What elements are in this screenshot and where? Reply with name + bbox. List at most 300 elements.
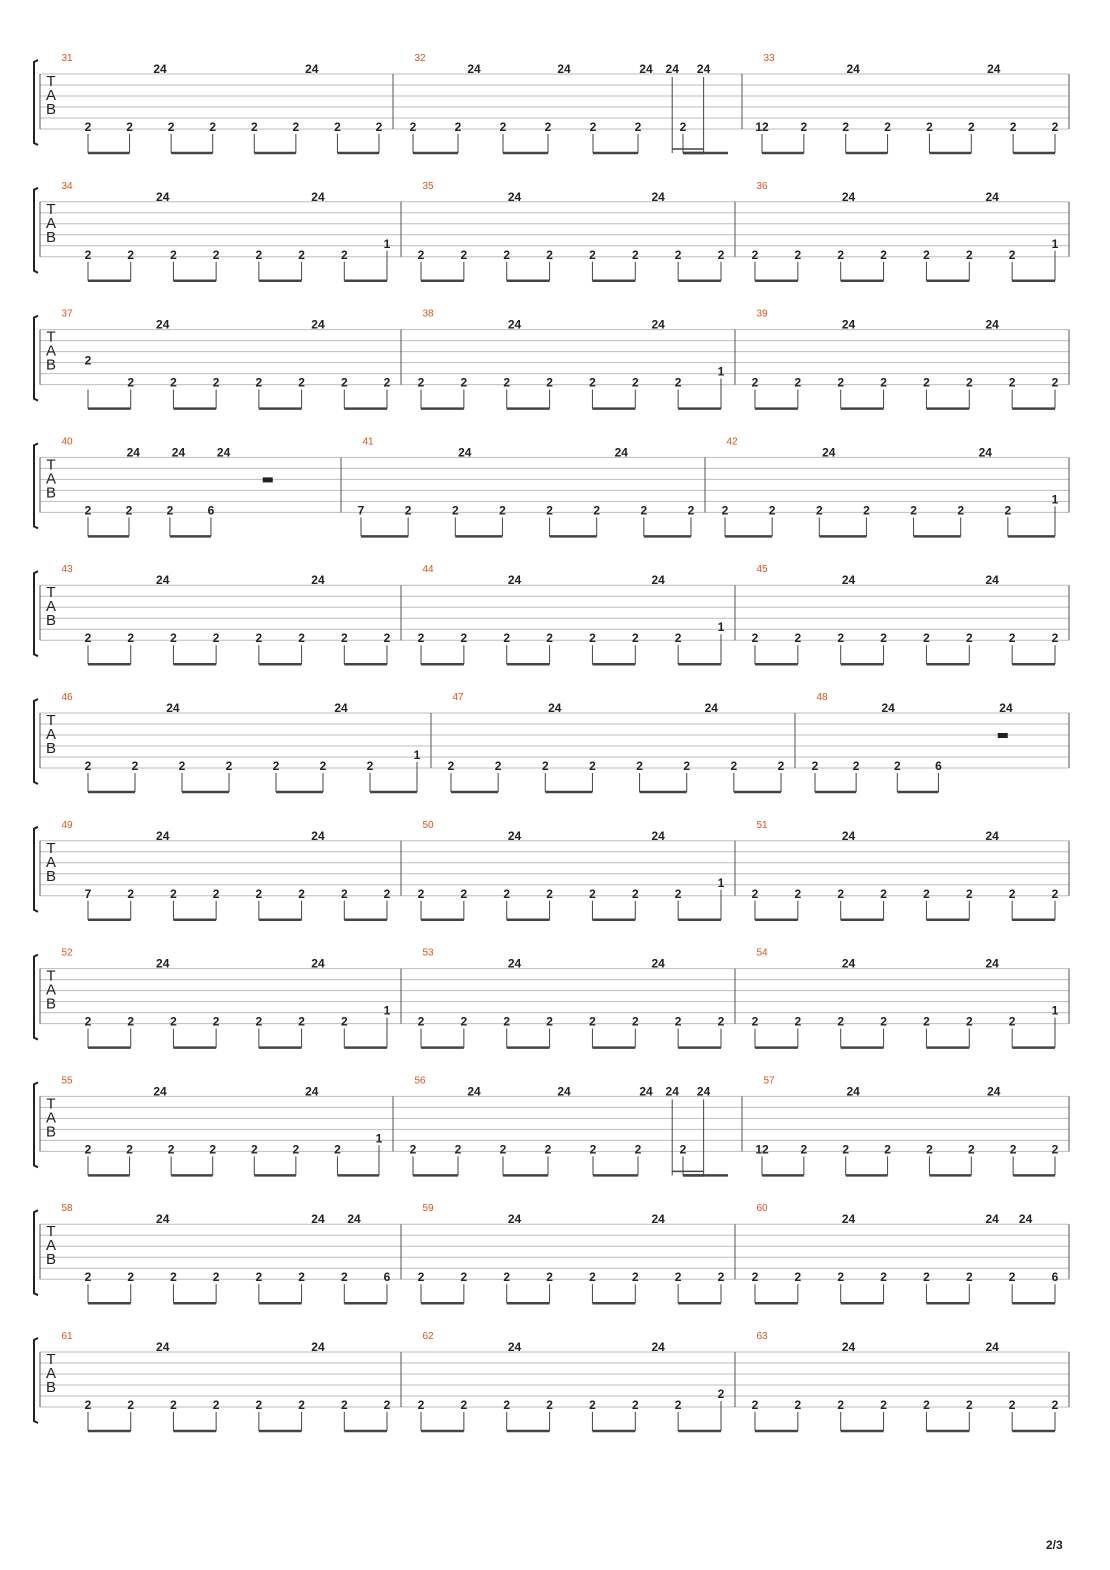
tab-note-top: 24: [639, 1084, 653, 1099]
tab-note-low: 2: [880, 1270, 887, 1285]
tab-note-low: 2: [1009, 120, 1017, 134]
tab-note-top: 24: [507, 189, 522, 204]
tab-note-top: 24: [665, 62, 679, 76]
tab-note-low: 2: [127, 247, 135, 262]
tab-note-low: 2: [499, 1142, 507, 1157]
tab-note-low: 2: [837, 375, 845, 390]
tab-note-top: 24: [1018, 1212, 1033, 1227]
tab-note-low: 2: [454, 1142, 462, 1157]
tab-note-low: 2: [926, 120, 933, 134]
tab-note-low: 2: [674, 631, 682, 646]
tab-note-low: 2: [460, 1014, 468, 1029]
tab-note-low: 2: [503, 247, 511, 262]
tab-note-high: 1: [383, 1003, 391, 1018]
tab-clef-letter: A: [45, 1365, 57, 1382]
tab-note-top: 24: [126, 445, 140, 460]
tab-note-low: 2: [926, 1142, 933, 1157]
tab-note-top: 24: [985, 317, 999, 332]
system-bracket: [34, 1082, 38, 1167]
tab-note-low: 2: [255, 375, 263, 390]
tab-note-low: 2: [721, 503, 729, 518]
system-bracket: [34, 1210, 38, 1295]
tab-note-low: 2: [1008, 1270, 1016, 1285]
tab-note-low: 2: [837, 1014, 845, 1029]
tab-note-low: 2: [212, 1270, 220, 1285]
tab-note-low: 2: [794, 1014, 802, 1029]
tab-note-low: 2: [84, 1398, 92, 1412]
tab-note-low: 2: [170, 1270, 177, 1285]
tab-note-low: 2: [409, 120, 417, 134]
measure-number: 36: [756, 180, 768, 192]
tab-note-low: 2: [209, 1142, 217, 1157]
tab-note-top: 24: [841, 573, 856, 588]
measure-number: 37: [61, 308, 73, 320]
tab-note-low: 2: [209, 120, 217, 134]
tab-clef-letter: T: [46, 1351, 56, 1368]
tab-note-low: 2: [880, 247, 887, 262]
tab-note-low: 2: [84, 1014, 92, 1029]
tab-note-low: 2: [170, 375, 177, 390]
measure-number: 34: [61, 180, 73, 192]
tab-note-low: 2: [794, 886, 802, 901]
tab-note-high: 1: [383, 236, 391, 251]
tab-note-low: 2: [1008, 886, 1016, 901]
tab-clef-letter: B: [45, 1379, 57, 1396]
tab-note-top: 24: [311, 189, 325, 204]
tab-note-top: 24: [156, 828, 170, 843]
tab-note-low: 2: [212, 631, 220, 646]
tab-note-low: 2: [334, 120, 341, 134]
measure-number: 32: [414, 53, 426, 64]
tab-note-low: 2: [631, 375, 639, 390]
measure-number: 31: [61, 53, 73, 64]
tab-note-low: 2: [589, 120, 597, 134]
tab-note-low: 2: [589, 247, 596, 262]
tab-clef-letter: B: [45, 867, 57, 885]
tab-note-low: 2: [178, 759, 186, 773]
tab-note-low: 2: [965, 886, 973, 901]
tab-note-low: 2: [717, 1014, 725, 1029]
tab-note-low: 2: [893, 759, 901, 773]
tab-note-low: 2: [589, 759, 596, 773]
tab-note-low: 2: [298, 247, 305, 262]
tab-note-low: 2: [447, 759, 455, 773]
tab-clef-letter: B: [45, 612, 57, 630]
measure-number: 58: [61, 1203, 73, 1215]
tab-clef-letter: B: [45, 1123, 57, 1141]
tab-note-low: 2: [546, 247, 553, 262]
tab-note-top: 24: [704, 701, 718, 715]
tab-note-low: 2: [292, 120, 300, 134]
measure-number: 47: [452, 692, 464, 703]
tab-note-low: 2: [794, 1398, 802, 1412]
tab-note-top: 24: [156, 956, 170, 971]
tab-note-high: 1: [1051, 236, 1059, 251]
tab-note-low: 2: [1004, 503, 1012, 518]
measure-number: 45: [756, 564, 768, 576]
measure-number: 35: [422, 180, 434, 192]
measure-number: 53: [422, 947, 434, 959]
tab-note-low: 2: [910, 503, 917, 518]
tab-note-low: 2: [127, 631, 135, 646]
tab-note-low: 2: [460, 1398, 468, 1412]
tab-note-low: 2: [965, 247, 973, 262]
tab-note-low: 2: [340, 1270, 348, 1285]
tab-note-low: 2: [800, 120, 808, 134]
tab-note-low: 2: [674, 375, 682, 390]
measure-number: 41: [362, 436, 374, 448]
system-bracket: [34, 1338, 38, 1423]
tab-note-top: 24: [507, 573, 522, 588]
tab-note-top: 24: [651, 828, 665, 843]
tab-note-low: 2: [126, 120, 133, 134]
measure-number: 39: [756, 308, 768, 320]
tab-clef-letter: T: [46, 1223, 56, 1241]
tab-note-low: 2: [683, 759, 691, 773]
tab-note-low: 2: [503, 375, 511, 390]
tab-note-low: 2: [674, 1398, 682, 1412]
tab-clef-letter: A: [45, 853, 57, 871]
tab-note-low: 2: [340, 631, 348, 646]
tab-note-low: 2: [794, 375, 802, 390]
measure-number: 50: [422, 819, 434, 831]
tab-note-top: 24: [841, 317, 856, 332]
tab-note-low: 2: [170, 1014, 177, 1029]
tab-note-top: 24: [987, 1084, 1001, 1099]
tab-note-high: 1: [375, 1131, 383, 1146]
tab-note-low: 2: [334, 1142, 341, 1157]
tab-note-low: 2: [127, 886, 135, 901]
tab-note-low: 2: [167, 120, 175, 134]
tab-note-low: 2: [634, 1142, 642, 1157]
tab-note-low: 2: [837, 247, 845, 262]
tab-note-low: 2: [852, 759, 860, 773]
tab-note-low: 2: [837, 1398, 845, 1412]
tab-note-low: 2: [544, 120, 552, 134]
tab-clef-letter: T: [46, 839, 56, 857]
tab-clef-letter: T: [46, 73, 56, 90]
tab-note-low: 2: [717, 247, 725, 262]
tab-note-low: 2: [544, 1142, 552, 1157]
tab-note-high: 2: [717, 1387, 725, 1401]
tab-note-low: 2: [1008, 1398, 1016, 1412]
tab-note-low: 2: [255, 886, 263, 901]
tab-note-top: 24: [156, 1212, 170, 1227]
tab-note-low: 2: [272, 759, 280, 773]
tab-note-low: 2: [880, 375, 887, 390]
system-bracket: [34, 188, 38, 273]
tab-note-top: 24: [156, 1340, 170, 1354]
tab-note-top: 24: [305, 1084, 319, 1099]
tab-note-top: 24: [985, 1340, 999, 1354]
tab-note-low: 2: [170, 247, 177, 262]
tab-note-low: 2: [255, 1014, 263, 1029]
measure-number: 33: [763, 53, 775, 64]
tab-clef-letter: B: [45, 356, 57, 374]
tab-note-low: 2: [631, 631, 639, 646]
tab-note-low: 2: [404, 503, 412, 518]
measure-number: 55: [61, 1075, 73, 1087]
tab-note-low: 2: [965, 1398, 973, 1412]
tab-note-low: 2: [84, 120, 92, 134]
tab-note-low: 2: [674, 1270, 682, 1285]
tab-note-low: 2: [84, 631, 92, 646]
tab-note-low: 2: [84, 353, 92, 368]
measure-number: 59: [422, 1203, 434, 1215]
tab-note-low: 2: [127, 375, 135, 390]
tab-note-top: 24: [311, 573, 325, 588]
tab-clef-letter: T: [46, 456, 56, 474]
tab-note-low: 2: [593, 503, 601, 518]
tab-clef-letter: T: [46, 584, 56, 602]
tab-clef-letter: A: [45, 87, 57, 104]
tab-note-low: 2: [1008, 1014, 1016, 1029]
tab-note-low: 2: [923, 631, 930, 646]
measure-number: 44: [422, 564, 434, 576]
tab-note-top: 24: [507, 1212, 522, 1227]
tab-note-low: 2: [503, 1014, 511, 1029]
tab-note-top: 24: [985, 189, 999, 204]
tab-note-top: 24: [458, 445, 472, 460]
tab-note-low: 2: [383, 1398, 391, 1412]
tab-note-top: 24: [841, 1340, 856, 1354]
tab-note-low: 2: [751, 375, 759, 390]
tab-clef-letter: T: [46, 200, 56, 218]
tab-note-low: 2: [751, 1398, 759, 1412]
tab-note-low: 2: [751, 247, 759, 262]
tab-note-low: 2: [546, 631, 553, 646]
tab-note-top: 24: [156, 189, 170, 204]
tab-note-low: 2: [751, 886, 759, 901]
tab-note-low: 2: [631, 1014, 639, 1029]
measure-number: 38: [422, 308, 434, 320]
tab-note-low: 2: [460, 1270, 468, 1285]
measure-number: 46: [61, 692, 73, 703]
tab-note-top: 24: [881, 701, 895, 715]
tab-note-top: 24: [311, 1212, 325, 1227]
tab-clef-letter: A: [45, 598, 57, 616]
tab-note-low: 2: [1051, 120, 1059, 134]
tab-note-top: 24: [467, 1084, 481, 1099]
tab-note-low: 2: [541, 759, 549, 773]
tab-note-top: 24: [347, 1212, 361, 1227]
tab-note-low: 2: [679, 120, 687, 134]
tab-note-low: 2: [794, 1270, 802, 1285]
tab-note-low: 2: [166, 503, 174, 518]
tab-note-low: 2: [967, 120, 975, 134]
tab-note-top: 24: [156, 573, 170, 588]
tab-note-low: 2: [298, 1270, 305, 1285]
tab-note-low: 2: [967, 1142, 975, 1157]
tab-note-low: 2: [631, 1398, 639, 1412]
tab-clef-letter: A: [45, 726, 57, 743]
tab-note-top: 24: [841, 189, 856, 204]
tab-note-low: 2: [503, 886, 511, 901]
tab-note-low: 2: [640, 503, 648, 518]
tab-note-low: 6: [1051, 1270, 1059, 1285]
tab-note-low: 2: [800, 1142, 808, 1157]
tab-note-high: 1: [1051, 1003, 1059, 1018]
tab-note-low: 2: [417, 1398, 425, 1412]
tab-clef-letter: A: [45, 1109, 57, 1127]
tab-note-low: 2: [212, 247, 220, 262]
tab-note-low: 2: [674, 1014, 682, 1029]
tab-clef-letter: A: [45, 1237, 57, 1255]
tab-note-low: 2: [923, 247, 930, 262]
half-rest: [263, 477, 273, 482]
tab-note-low: 2: [340, 1398, 348, 1412]
tab-note-low: 2: [880, 631, 887, 646]
tab-note-top: 24: [665, 1084, 679, 1099]
tab-note-low: 2: [494, 759, 502, 773]
tab-note-low: 2: [340, 247, 348, 262]
tab-note-low: 2: [383, 631, 391, 646]
tab-note-low: 2: [589, 375, 596, 390]
tab-note-low: 2: [170, 631, 177, 646]
tab-note-high: 1: [413, 748, 421, 762]
tab-note-low: 2: [460, 631, 468, 646]
tab-note-low: 2: [340, 886, 348, 901]
measure-number: 40: [61, 436, 73, 448]
tab-note-low: 2: [84, 759, 92, 773]
page-number: 2/3: [1046, 1538, 1063, 1552]
tab-note-low: 2: [957, 503, 965, 518]
tab-note-top: 24: [987, 62, 1001, 76]
tab-note-low: 2: [298, 1398, 305, 1412]
system-bracket: [34, 60, 38, 145]
tab-note-low: 2: [298, 886, 305, 901]
tab-note-low: 2: [794, 631, 802, 646]
tab-note-low: 2: [751, 631, 759, 646]
tab-note-low: 2: [127, 1270, 135, 1285]
tab-note-low: 2: [298, 375, 305, 390]
tab-note-top: 24: [985, 573, 999, 588]
tab-note-low: 2: [730, 759, 738, 773]
tab-note-high: 1: [717, 875, 725, 890]
tab-note-low: 2: [460, 375, 468, 390]
tab-note-top: 24: [651, 317, 665, 332]
tab-clef-letter: A: [45, 470, 57, 488]
tab-note-low: 2: [546, 503, 553, 518]
tab-note-low: 2: [417, 886, 425, 901]
measure-number: 57: [763, 1075, 775, 1087]
tab-note-low: 2: [589, 1142, 597, 1157]
tab-note-low: 2: [768, 503, 776, 518]
measure-number: 62: [422, 1331, 434, 1342]
tab-note-top: 24: [985, 828, 999, 843]
tab-note-low: 7: [357, 503, 365, 518]
system-bracket: [34, 955, 38, 1040]
tab-note-low: 2: [170, 886, 177, 901]
tab-note-top: 24: [696, 1084, 711, 1099]
system-bracket: [34, 316, 38, 401]
tab-note-low: 2: [319, 759, 327, 773]
tab-note-low: 2: [84, 1142, 92, 1157]
tab-note-low: 2: [383, 375, 391, 390]
tab-note-low: 2: [383, 886, 391, 901]
tab-note-top: 24: [311, 317, 325, 332]
tab-note-low: 2: [965, 375, 973, 390]
tab-note-low: 2: [460, 247, 468, 262]
measure-number: 61: [61, 1331, 73, 1342]
tab-note-low: 2: [923, 1270, 930, 1285]
tab-note-top: 24: [846, 62, 860, 76]
tab-note-low: 2: [1051, 1398, 1059, 1412]
tab-note-top: 24: [156, 317, 170, 332]
measure-number: 42: [726, 436, 738, 448]
tab-note-low: 2: [126, 1142, 133, 1157]
tab-note-low: 2: [167, 1142, 175, 1157]
tab-clef-letter: B: [45, 740, 57, 757]
tab-note-low: 2: [687, 503, 695, 518]
tab-note-low: 2: [1008, 631, 1016, 646]
tab-clef-letter: A: [45, 342, 57, 360]
tab-note-top: 24: [846, 1084, 860, 1099]
tab-note-top: 24: [153, 62, 167, 76]
tab-note-low: 2: [170, 1398, 177, 1412]
tab-clef-letter: T: [46, 967, 56, 985]
tab-note-low: 2: [417, 375, 425, 390]
tab-note-top: 24: [651, 1340, 665, 1354]
tab-note-low: 2: [131, 759, 139, 773]
half-rest: [998, 733, 1008, 738]
tab-note-low: 2: [1051, 886, 1059, 901]
tab-note-low: 2: [503, 631, 511, 646]
tab-note-top: 24: [985, 956, 999, 971]
tab-note-low: 2: [212, 1398, 220, 1412]
tab-note-low: 2: [880, 1014, 887, 1029]
tab-note-low: 7: [84, 886, 92, 901]
tab-note-low: 2: [499, 120, 507, 134]
tab-note-low: 2: [499, 503, 506, 518]
tab-clef-letter: B: [45, 1251, 57, 1269]
tab-note-low: 2: [679, 1142, 687, 1157]
tab-note-top: 24: [696, 62, 711, 76]
tab-note-low: 6: [383, 1270, 391, 1285]
tab-note-low: 2: [777, 759, 785, 773]
tab-note-low: 2: [417, 631, 425, 646]
tab-note-low: 2: [842, 120, 850, 134]
tab-note-top: 24: [557, 62, 571, 76]
tab-note-low: 2: [1051, 631, 1059, 646]
measure-number: 63: [756, 1331, 768, 1342]
tab-note-low: 2: [546, 886, 553, 901]
tab-note-low: 2: [409, 1142, 417, 1157]
tab-note-low: 12: [755, 1142, 769, 1157]
tab-note-high: 1: [717, 364, 725, 379]
tab-note-top: 24: [311, 956, 325, 971]
tab-note-low: 2: [1051, 375, 1059, 390]
tab-note-low: 2: [212, 1014, 220, 1029]
tab-note-low: 2: [255, 247, 263, 262]
tab-note-low: 2: [634, 120, 642, 134]
measure-number: 43: [61, 564, 73, 576]
tab-note-high: 1: [717, 620, 725, 635]
tab-note-top: 24: [999, 701, 1013, 715]
measure-number: 60: [756, 1203, 768, 1215]
tab-note-low: 2: [375, 120, 383, 134]
tab-note-low: 2: [674, 247, 682, 262]
tab-note-low: 12: [755, 120, 769, 134]
tab-note-top: 24: [467, 62, 481, 76]
tab-clef-letter: T: [46, 712, 56, 729]
tab-note-low: 2: [589, 1270, 596, 1285]
measure-number: 48: [816, 692, 828, 703]
tab-clef-letter: B: [45, 228, 57, 246]
tab-note-low: 2: [451, 503, 459, 518]
tab-note-low: 2: [292, 1142, 300, 1157]
tab-note-top: 24: [614, 445, 628, 460]
